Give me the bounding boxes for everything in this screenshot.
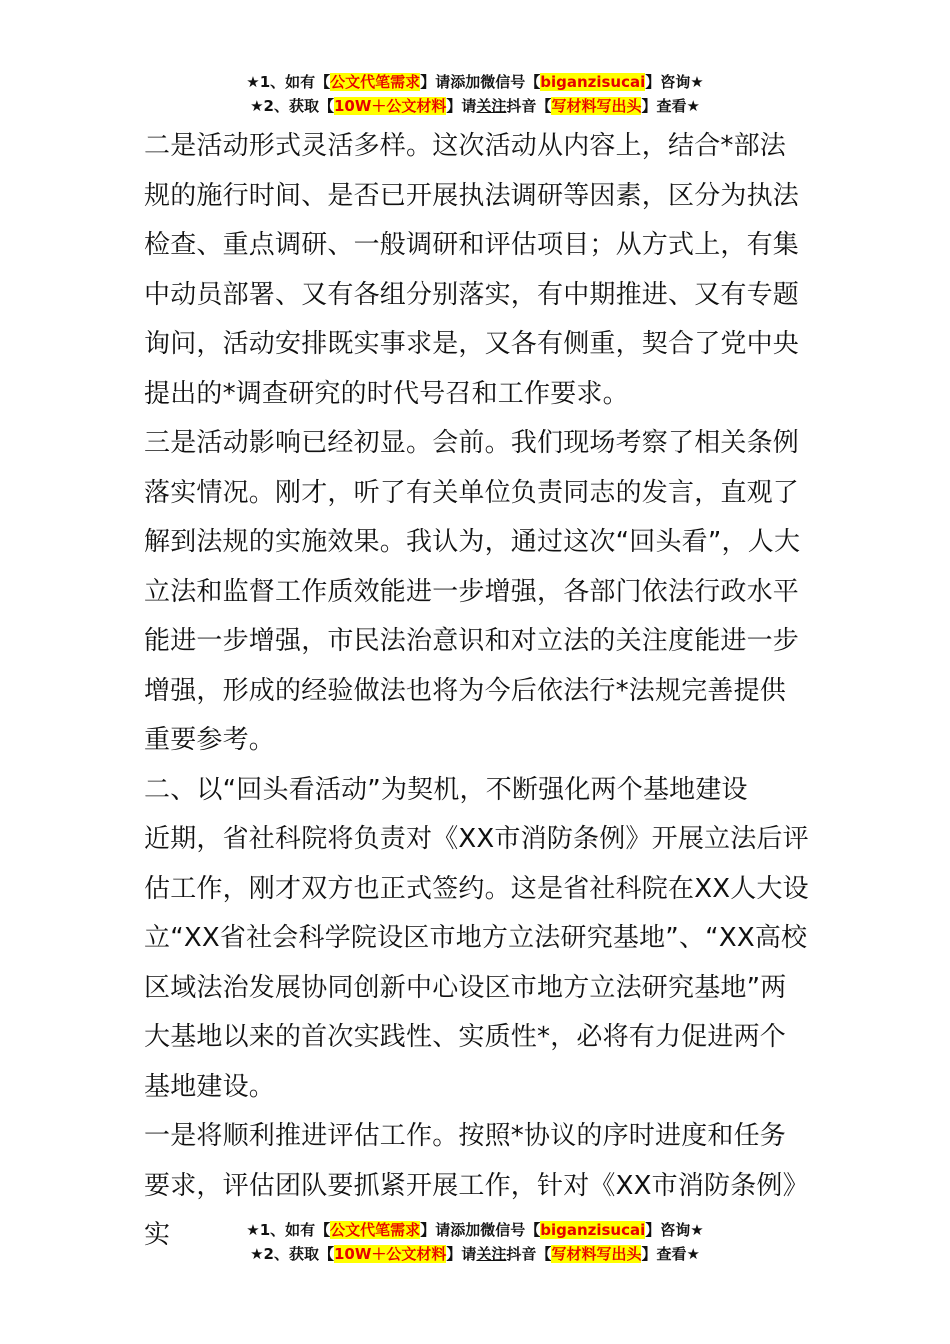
- document-body: [144, 122, 810, 1261]
- follow-underlined: 关注: [476, 1245, 507, 1263]
- highlight-service: 公文代笔需求: [330, 1221, 421, 1239]
- footer-banner: [0, 1218, 950, 1266]
- paragraph-activity-impact: 三是活动影响已经初显。会前。我们现场考察了相关条例落实情况。刚才，听了有关单位负责同志的发言，直观了解到法规的实施效果。我认为，通过这次“回头看”，人大立法和监督工作质效能进一步增强，各部门依法行政水平能进一步增强，市民法治意识和对立法的关注度能进一步增强，形成的经验做法也将为今后依法行*法规完善提供重要参考。: [144, 428, 801, 755]
- highlight-materials: 10W＋公文材料: [333, 1245, 447, 1263]
- paragraph-evaluation-work: 一是将顺利推进评估工作。按照*协议的序时进度和任务要求，评估团队要抓紧开展工作，针对《XX市消防条例》实: [144, 1121, 809, 1250]
- paragraph-activity-forms: 二是活动形式灵活多样。这次活动从内容上，结合*部法规的施行时间、是否已开展执法调研等因素，区分为执法检查、重点调研、一般调研和评估项目；从方式上，有集中动员部署、又有各组分别落实，有中期推进、又有专题询问，活动安排既实事求是，又各有侧重，契合了党中央提出的*调查研究的时代号召和工作要求。: [144, 131, 800, 409]
- follow-underlined: 关注: [476, 97, 507, 115]
- footer-line-2: ★2、获取【10W＋公文材料】请关注抖音【写材料写出头】查看★: [250, 1245, 700, 1263]
- header-line-2: ★2、获取【10W＋公文材料】请关注抖音【写材料写出头】查看★: [250, 97, 700, 115]
- section-heading: 二、以“回头看活动”为契机，不断强化两个基地建设: [144, 774, 748, 805]
- footer-line-1: ★1、如有【公文代笔需求】请添加微信号【biganzisucai】咨询★: [246, 1221, 704, 1239]
- highlight-wechat-id: biganzisucai: [540, 73, 646, 91]
- header-line-1: ★1、如有【公文代笔需求】请添加微信号【biganzisucai】咨询★: [246, 73, 704, 91]
- paragraph-evaluation-intro: 近期，省社科院将负责对《XX市消防条例》开展立法后评估工作，刚才双方也正式签约。这是省社科院在XX人大设立“XX省社会科学院设区市地方立法研究基地”、“XX高校区域法治发展协同创新中心设区市地方立法研究基地”两大基地以来的首次实践性、实质性*，必将有力促进两个基地建设。: [144, 824, 809, 1102]
- header-banner: [0, 70, 950, 118]
- highlight-service: 公文代笔需求: [330, 73, 421, 91]
- highlight-wechat-id: biganzisucai: [540, 1221, 646, 1239]
- highlight-account: 写材料写出头: [551, 1245, 642, 1263]
- highlight-account: 写材料写出头: [551, 97, 642, 115]
- highlight-materials: 10W＋公文材料: [333, 97, 447, 115]
